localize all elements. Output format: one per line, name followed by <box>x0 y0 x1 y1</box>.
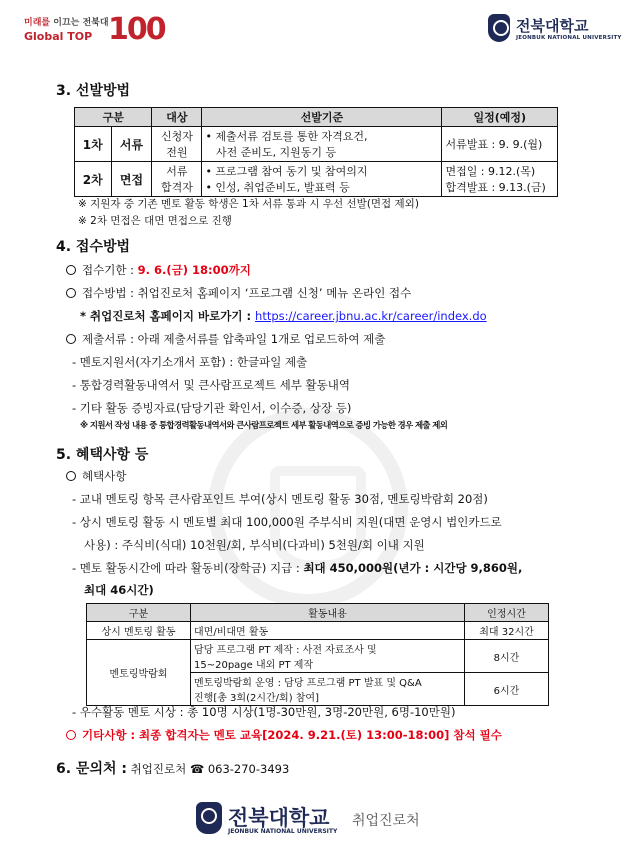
benefit-item: - 교내 멘토링 항목 큰사람포인트 부여(상시 멘토링 활동 30점, 멘토링박람회 20점) <box>72 492 488 506</box>
section3-title: 3. 선발방법 <box>56 83 131 99</box>
global-top-label: Global TOP <box>24 30 93 43</box>
slogan: 미래를 이끄는 전북대 <box>24 18 109 28</box>
note: ※ 2차 면접은 대면 면접으로 진행 <box>78 215 232 227</box>
benefit-item: - 상시 멘토링 활동 시 멘토별 최대 100,000원 주부식비 지원(대면 운영시 법인카드로 <box>72 515 502 529</box>
hours-cell: 6시간 <box>465 673 549 706</box>
schedule-cell: 서류발표 : 9. 9.(월) <box>442 127 558 162</box>
doc-item: - 통합경력활동내역서 및 큰사람프로젝트 세부 활동내역 <box>72 378 350 392</box>
scholarship-line-2: 최대 46시간) <box>84 583 154 597</box>
doc-item: - 멘토지원서(자기소개서 포함) : 한글파일 제출 <box>72 355 308 369</box>
hours-cell: 8시간 <box>465 640 549 673</box>
activity-hours-table <box>86 603 549 706</box>
career-homepage-link[interactable]: https://career.jbnu.ac.kr/career/index.do <box>255 309 487 323</box>
university-seal-icon <box>488 14 510 42</box>
circle-bullet-icon <box>66 265 76 275</box>
category-cell: 멘토링박람회 <box>87 640 191 706</box>
benefits-label: 혜택사항 <box>66 468 126 484</box>
selection-table <box>74 107 558 197</box>
big-100: 100 <box>108 12 165 47</box>
benefit-item: 사용) : 주식비(식대) 10천원/회, 부식비(다과비) 5천원/회 이내 지원 <box>84 538 425 552</box>
note: ※ 지원자 중 기존 멘토 활동 학생은 1차 서류 통과 시 우선 선발(면접 제외) <box>78 198 419 210</box>
university-logo: 전북대학교 JEONBUK NATIONAL UNIVERSITY <box>488 14 606 48</box>
section5-title: 5. 혜택사항 등 <box>56 447 149 463</box>
schedule-cell: 면접일 : 9.12.(목) 합격발표 : 9.13.(금) <box>442 162 558 197</box>
doc-note: ※ 지원서 작성 내용 중 통합경력활동내역서와 큰사람프로젝트 세부 활동내역으로 증빙 가능한 경우 제출 제외 <box>80 420 448 430</box>
criteria-cell: • 프로그램 참여 동기 및 참여의지 • 인성, 취업준비도, 발표력 등 <box>202 162 442 197</box>
seal-watermark-icon <box>208 408 408 608</box>
type-cell: 서류 <box>111 127 152 162</box>
col-header: 일정(예정) <box>442 108 558 127</box>
shortcut-line: * 취업진로처 홈페이지 바로가기 : https://career.jbnu.ac.kr/career/index.do <box>80 309 487 323</box>
target-cell: 신청자 전원 <box>152 127 202 162</box>
col-header: 선발기준 <box>202 108 442 127</box>
doc-item: - 기타 활동 증빙자료(담당기관 확인서, 이수증, 상장 등) <box>72 401 352 415</box>
round-cell: 1차 <box>75 127 112 162</box>
docs-line: 제출서류 : 아래 제출서류를 압축파일 1개로 업로드하여 제출 <box>66 331 385 347</box>
type-cell: 면접 <box>111 162 152 197</box>
col-header: 구분 <box>87 604 191 622</box>
contact-line: 6. 문의처 : 취업진로처 ☎ 063-270-3493 <box>56 761 290 777</box>
content-cell: 대면/비대면 활동 <box>191 622 465 640</box>
circle-bullet-icon <box>66 334 76 344</box>
circle-bullet-icon <box>66 730 76 740</box>
target-cell: 서류 합격자 <box>152 162 202 197</box>
scholarship-line: - 멘토 활동시간에 따라 활동비(장학금) 지급 : 최대 450,000원(년가 : 시간당 9,860원, <box>72 561 523 575</box>
col-header: 대상 <box>152 108 202 127</box>
department-name: 취업진로처 <box>352 813 420 829</box>
criteria-cell: • 제출서류 검토를 통한 자격요건, 사전 준비도, 지원동기 등 <box>202 127 442 162</box>
content-cell: 담당 프로그램 PT 제작 : 사전 자료조사 및 15~20page 내외 PT 제작 <box>191 640 465 673</box>
col-header: 활동내용 <box>191 604 465 622</box>
round-cell: 2차 <box>75 162 112 197</box>
method-line: 접수방법 : 취업진로처 홈페이지 ‘프로그램 신청’ 메뉴 온라인 접수 <box>66 285 411 301</box>
other-line: 기타사항 : 최종 합격자는 멘토 교육[2024. 9.21.(토) 13:00-18:00] 참석 필수 <box>66 727 502 743</box>
award-line: - 우수활동 멘토 시상 : 총 10명 시상(1명-30만원, 3명-20만원, 6명-10만원) <box>72 705 456 719</box>
category-cell: 상시 멘토링 활동 <box>87 622 191 640</box>
university-seal-icon <box>196 802 222 834</box>
footer-logo: 전북대학교 JEONBUK NATIONAL UNIVERSITY 취업진로처 <box>196 800 456 840</box>
circle-bullet-icon <box>66 288 76 298</box>
global-top-100-logo <box>24 12 164 52</box>
col-header: 인정시간 <box>465 604 549 622</box>
hours-cell: 최대 32시간 <box>465 622 549 640</box>
section4-title: 4. 접수방법 <box>56 239 131 255</box>
deadline-line: 접수기한 : 9. 6.(금) 18:00까지 <box>66 262 251 278</box>
circle-bullet-icon <box>66 471 76 481</box>
content-cell: 멘토링박람회 운영 : 담당 프로그램 PT 발표 및 Q&A 진행[총 3회(2시간/회) 참여] <box>191 673 465 706</box>
col-header: 구분 <box>75 108 152 127</box>
